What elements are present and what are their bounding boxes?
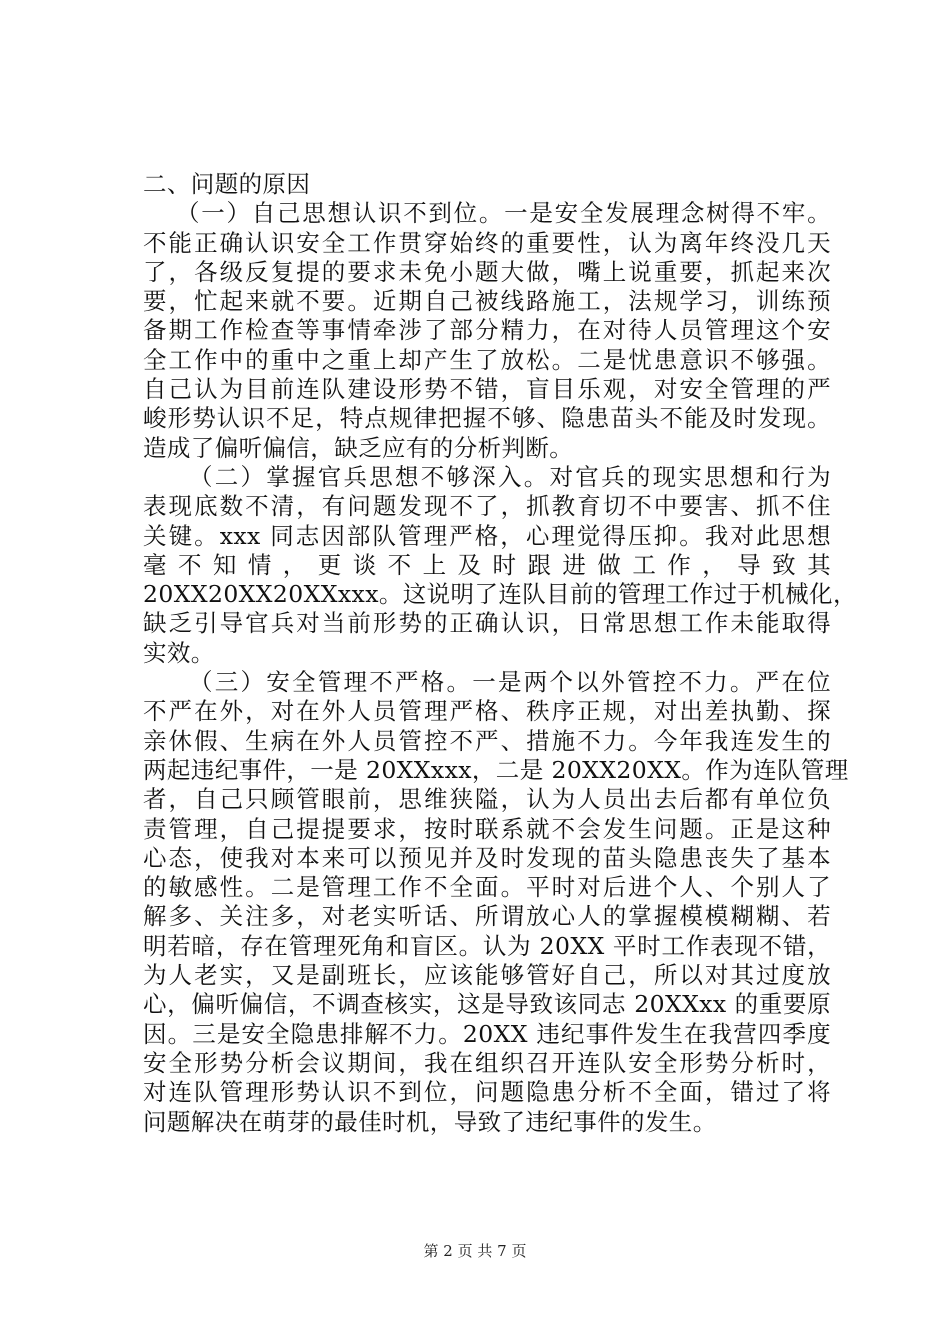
text-line: 全工作中的重中之重上却产生了放松。二是忧患意识不够强。 — [143, 345, 831, 374]
text-line: 责管理，自己提提要求，按时联系就不会发生问题。正是这种 — [143, 814, 831, 843]
text-line: （三）安全管理不严格。一是两个以外管控不力。严在位 — [189, 668, 831, 697]
text-line: 关键。xxx 同志因部队管理严格，心理觉得压抑。我对此思想 — [143, 521, 831, 550]
text-line: 缺乏引导官兵对当前形势的正确认识，日常思想工作未能取得 — [143, 609, 831, 638]
text-line: 备期工作检查等事情牵涉了部分精力，在对待人员管理这个安 — [143, 316, 831, 345]
page-number-footer: 第 2 页 共 7 页 — [423, 1242, 527, 1260]
section-heading: 二、问题的原因 — [143, 170, 311, 198]
text-line: 不严在外，对在外人员管理严格、秩序正规，对出差执勤、探 — [143, 697, 831, 726]
text-line: 心态，使我对本来可以预见并及时发现的苗头隐患丧失了基本 — [143, 843, 831, 872]
text-line: 实效。 — [143, 638, 215, 667]
paragraph-3 — [143, 668, 849, 1137]
text-line: 者，自己只顾管眼前，思维狭隘，认为人员出去后都有单位负 — [143, 785, 831, 814]
text-line: 问题解决在萌芽的最佳时机，导致了违纪事件的发生。 — [143, 1107, 717, 1136]
text-line: 造成了偏听偏信，缺乏应有的分析判断。 — [143, 433, 574, 462]
text-line: 安全形势分析会议期间，我在组织召开连队安全形势分析时， — [143, 1048, 831, 1077]
text-line: 明若暗，存在管理死角和盲区。认为 20XX 平时工作表现不错， — [143, 931, 831, 960]
text-line: 两起违纪事件，一是 20XXxxx，二是 20XX20XX。作为连队管理 — [143, 755, 849, 784]
text-line: 因。三是安全隐患排解不力。20XX 违纪事件发生在我营四季度 — [143, 1019, 831, 1048]
text-line: 自己认为目前连队建设形势不错，盲目乐观，对安全管理的严 — [143, 375, 831, 404]
text-line: （一）自己思想认识不到位。一是安全发展理念树得不牢。 — [176, 199, 831, 228]
text-line: 峻形势认识不足，特点规律把握不够、隐患苗头不能及时发现。 — [143, 404, 831, 433]
paragraph-1 — [143, 199, 831, 463]
text-line: 了，各级反复提的要求未免小题大做，嘴上说重要，抓起来次 — [143, 257, 831, 286]
text-line: 毫不知情，更谈不上及时跟进做工作，导致其 — [143, 550, 831, 579]
text-line: 对连队管理形势认识不到位，问题隐患分析不全面，错过了将 — [143, 1078, 831, 1107]
document-body — [143, 170, 857, 1137]
text-line: 20XX20XX20XXxxx。这说明了连队目前的管理工作过于机械化， — [143, 580, 857, 609]
text-line: （二）掌握官兵思想不够深入。对官兵的现实思想和行为 — [189, 462, 831, 491]
text-line: 要，忙起来就不要。近期自己被线路施工，法规学习，训练预 — [143, 287, 831, 316]
text-line: 心，偏听偏信，不调查核实，这是导致该同志 20XXxx 的重要原 — [143, 990, 831, 1019]
text-line: 解多、关注多，对老实听话、所谓放心人的掌握模模糊糊、若 — [143, 902, 831, 931]
text-line: 表现底数不清，有问题发现不了，抓教育切不中要害、抓不住 — [143, 492, 831, 521]
text-line: 亲休假、生病在外人员管控不严、措施不力。今年我连发生的 — [143, 726, 831, 755]
paragraph-2 — [143, 462, 857, 668]
text-line: 的敏感性。二是管理工作不全面。平时对后进个人、个别人了 — [143, 873, 831, 902]
text-line: 不能正确认识安全工作贯穿始终的重要性，认为离年终没几天 — [143, 228, 831, 257]
text-line: 为人老实，又是副班长，应该能够管好自己，所以对其过度放 — [143, 961, 831, 990]
